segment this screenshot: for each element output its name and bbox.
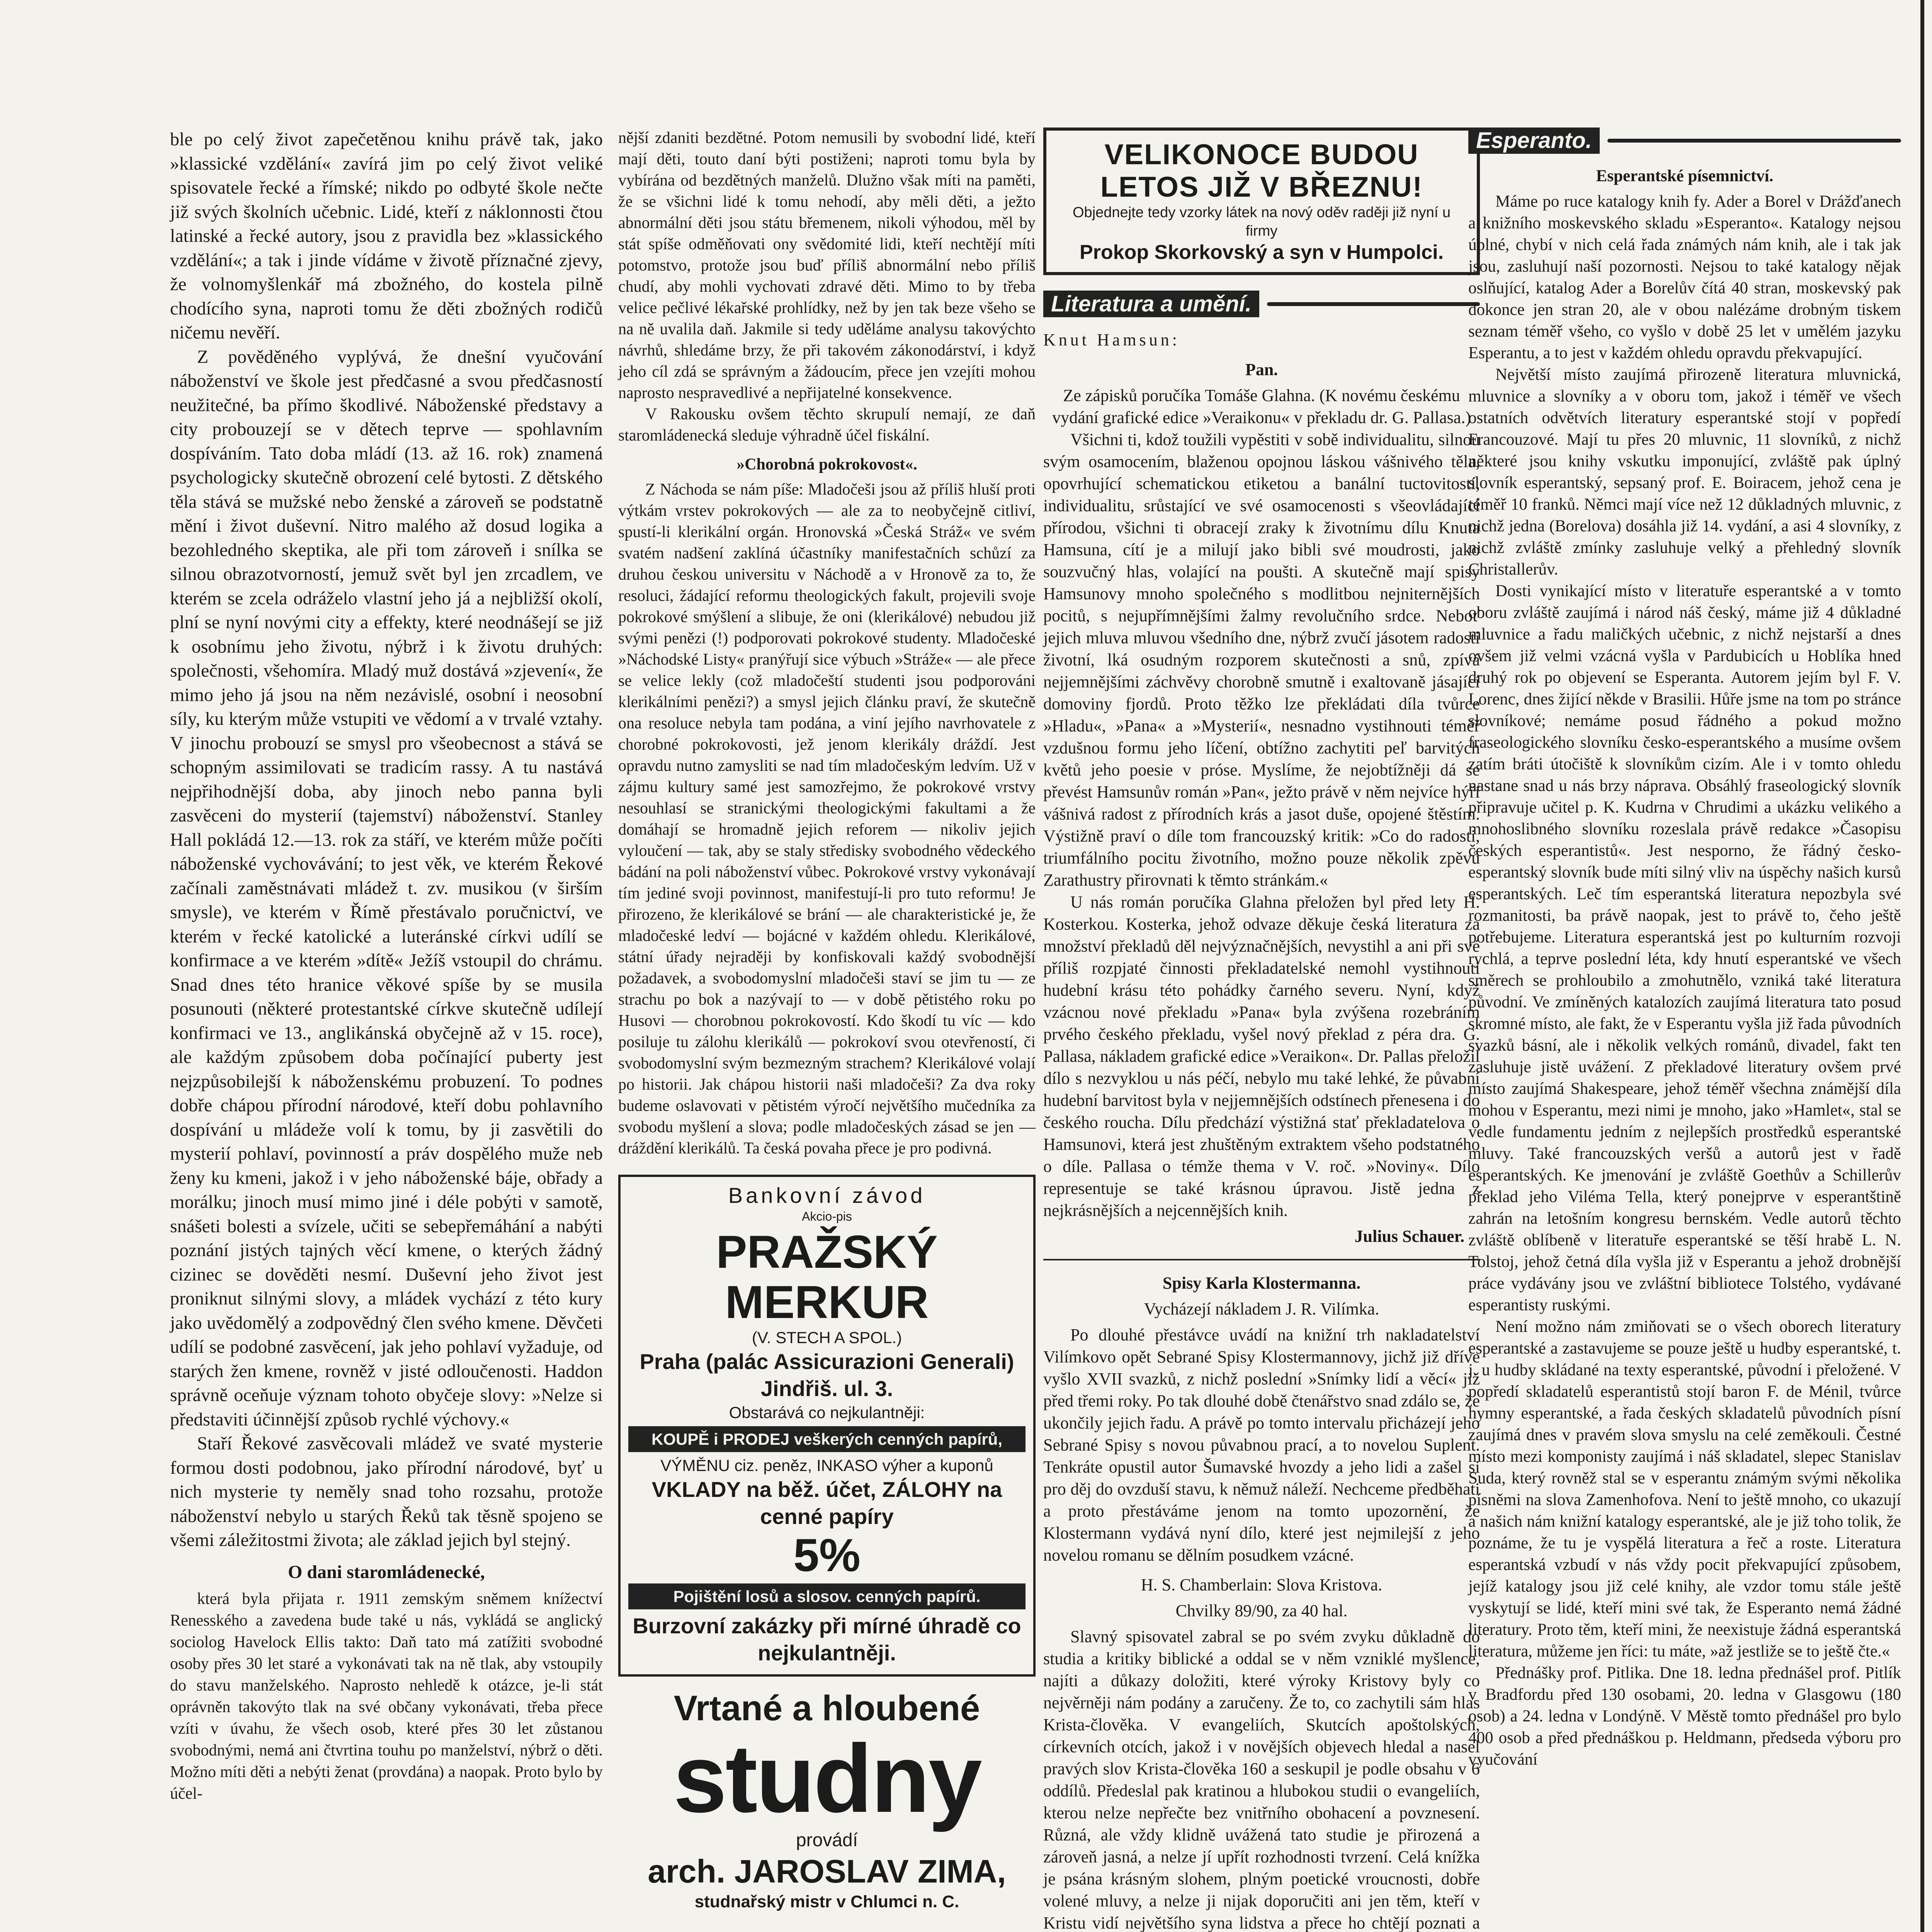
paragraph: Největší místo zaujímá přirozeně literatura mluvnická, mluvnice a slovníky a v oboru tom, jakož i téměř ve všech ostatních odvětvích literatury esperantské stojí v popředí Francouzové. Mají tu přes 20 mluvnic, 11 slovníků, z nichž některé jsou knihy vskutku imponující, zvláště pak úplný slovník esperantský, sepsaný prof. E. Boiracem, jehož cena je téměř 10 franků. Němci mají více než 12 důkladných mluvnic, z nichž jedna (Borelova) dosáhla již 14. vydání, a asi 4 slovníky, z nichž zvláště zmínky zasluhuje velký a přehledný slovník Christallerův.	[1468, 366, 1901, 578]
review-subtitle: Vycházejí nákladem J. R. Vilímka.	[1144, 1299, 1379, 1318]
section-banner-title: Esperanto.	[1468, 128, 1600, 154]
review-title: H. S. Chamberlain: Slova Kristova.	[1141, 1575, 1383, 1594]
divider	[1043, 1259, 1480, 1260]
ad-bank-line: VÝMĚNU ciz. peněz, INKASO výher a kuponů	[660, 1456, 993, 1475]
section-heading: O dani staromládenecké,	[288, 1561, 485, 1582]
ad-bank-city: Praha (palác Assicurazioni Generali) Jindřiš. ul. 3.	[639, 1349, 1014, 1401]
ad-well-line4: arch. JAROSLAV ZIMA,	[648, 1853, 1006, 1889]
bank-advertisement	[618, 1175, 1036, 1677]
paragraph: Z Náchoda se nám píše: Mladočeši jsou až příliš hluší proti výtkám vrstev pokrokových — ale za to neobyčejně citliví, spustí-li klerikální orgán. Hronovská »Česká Stráž« ve svém svatém nadšení zaklíná účastníky manifestačních schůzí za druhou českou universitu v Náchodě a v Hronově za to, že resoluci, žádající reformu theologických fakult, projevili svoje pokrokové smýšlení a slibuje, že oni (klerikálové) nebudou již svými penězi (!) podporovati pokrokové studenty. Mladočeské »Náchodské Listy« pranýřují sice výbuch »Stráže« — ale přece se velice lekly (což mladočeští studenti jsou podporováni klerikálními penězi?) a smysl jejich článku praví, že skutečně ona resoluce nebyla tam podána, a viní jejího navrhovatele z chorobné pokrokovosti, jež jenom klerikály dráždí. Jest opravdu nutno zamysliti se nad tím mladočeským ledvím. Už v zájmu kultury samé jest samozřejmo, že pokrokové vrstvy nesouhlasí se stranickými theologickými fakultami a že domáhají se hromadně jejich reforem — nikoliv jejich vyloučení — tak, aby se staly středisky svobodného vědeckého bádání na poli náboženství vůbec. Pokrokové vrstvy vykonávají tím jediné svoji povinnost, manifestují-li pro tuto reformu! Je přirozeno, že klerikálové se brání — ale charakteristické je, že mladočeské ledví — bojácné v každém ohledu. Klerikálové, státní úřady nejraději by konfiskovali každý svobodnější požadavek, a svobodomyslní mladočeši staví se jim tu — ze strachu po bok a nazývají to — v době pětistého roku po Husovi — chorobnou pokrokovostí. Kdo škodí tu víc — kdo posiluje tu zálohu klerikálů — pokrokoví svou otevřeností, či svobodomyslní svým bezmezným strachem? Klerikálové volají po historii. Jak chápou historii naši mladočeši? Za dva roky budeme oslavovati v pětistém výročí největšího mučedníka za svobodu myšlení a slova; podle mladočeských zásad se jen — dráždění klerikálů. Ta česká povaha přece je pro podivná.	[618, 481, 1036, 1157]
ad-bank-name: PRAŽSKÝ MERKUR	[716, 1226, 938, 1328]
easter-advertisement	[1043, 128, 1480, 275]
ad-well-line2: studny	[673, 1725, 981, 1832]
banner-swash	[1267, 302, 1480, 306]
ad-easter-line1: VELIKONOCE BUDOU	[1104, 138, 1419, 170]
paragraph: která byla přijata r. 1911 zemským sněmem knížectví Renesského a zavedena bude také u nás, vykládá se anglický sociolog Havelock Ellis takto: Daň tato má zatížiti svobodné osoby přes 30 let staré a vykonávati tak na ně tlak, aby vstoupily do stavu manželského. Naprosto nehledě k otázce, je-li stát oprávněn takovýto tlak na své občany vykonávati, třeba přece vzíti v úvahu, že všech osob, které přes 30 let zůstanou svobodnými, nemá ani čtvrtina touhu po manželství, nýbrž o děti. Možno míti děti a nebýti ženat (provdána) a naopak. Proto bylo by účel-	[170, 1590, 603, 1803]
ad-bank-title: Bankovní závod	[728, 1183, 926, 1208]
review-title: Spisy Karla Klostermanna.	[1162, 1274, 1361, 1293]
paragraph: Dosti vynikající místo v literatuře esperantské a v tomto oboru zvláště zaujímá i národ náš český, máme již 4 důkladné mluvnice a řadu maličkých učebnic, z nichž nejstarší a dnes ovšem již velmi vzácná vyšla v Pardubicích u Hoblíka hned druhý rok po objevení se Esperanta. Autorem jejím byl F. V. Lorenc, dnes žijící někde v Brasilii. Hůře jsme na tom po stránce slovníkové; nemáme posud řádného a pokud možno fraseologického slovníku česko-esperantského a musíme ovšem zatím bráti útočiště k slovníkům cizím. Ale i v tomto ohledu nastane snad u nás brzy náprava. Obsáhlý fraseologický slovník připravuje učitel p. K. Kudrna v Chrudimi a ukázku velikého a mnohoslibného slovníku rozeslala právě redakce »Časopisu českých esperantistů«. Jest nesporno, že řádný česko-esperantský slovník bude míti silný vliv na úspěchy našich kursů esperantských. Leč tím esperantská literatura nepozbyla své rozmanitosti, ba právě naopak, jest to právě to, čeho ještě potřebujeme. Literatura esperantská jest po kulturním rozvoji rychlá, a teprve poslední léta, kdy hnutí esperantské ve všech směrech se prohloubilo a zmohutnělo, vzniká také literatura původní. Ve zmíněných katalozích zaujímá literatura tato posud skromné místo, ale fakt, že v Esperantu vyšla již řada původních svazků básní, ale i několik velkých románů, divadel, fakt ten zasluhuje jistě uvážení. Z překladové literatury ovšem prvé místo zaujímá Shakespeare, jehož téměř všechna známější díla mohou v Esperantu, mezi nimi je mnoho, jako »Hamlet«, stal se vedle fundamentu jedním z nejlepších prostředků esperantské mluvy. Také francouzských veršů a autorů jest v řadě esperantských. Ke jmenování je zvláště Goethův a Schillerův překlad jeho Viléma Tella, který ponejprve v esperantštině zahrán na letošním kongresu bernském. Vedle autorů těchto zvláště oblíbeně v literatuře esperantské se těší hrabě L. N. Tolstoj, jehož četná díla vyšla již v Esperantu a jehož drobnější práce vydávány jsou ve zvláštní bibliotece Tolstého, vydávané esperantisty ruskými.	[1468, 582, 1901, 1314]
ad-bank-note: Obstarává co nejkulantněji:	[729, 1403, 925, 1422]
section-heading: »Chorobná pokrokovost«.	[736, 456, 917, 473]
ad-bank-rate: 5%	[793, 1529, 861, 1581]
ad-bank-vklady: VKLADY na běž. účet, ZÁLOHY na cenné papíry	[651, 1477, 1002, 1529]
column-4	[1468, 128, 1901, 1770]
paragraph: Přednášky prof. Pitlika. Dne 18. ledna přednášel prof. Pitlík v Bradfordu před 130 osobami, 20. ledna v Glasgowu (180 osob) a 24. ledna v Londýně. V Městě tomto přednášel pro bylo 400 osob a před přednáškou p. Heldmann, předseda výboru pro vyučování	[1468, 1664, 1901, 1769]
ad-easter-line2: LETOS JIŽ V BŘEZNU!	[1100, 171, 1423, 203]
well-advertisement	[618, 1688, 1036, 1913]
column-3	[1043, 128, 1480, 1932]
section-banner	[1468, 128, 1901, 154]
paragraph: ble po celý život zapečetěnou knihu právě tak, jako »klassické vzdělání« zavírá jim po celý život veliké spisovatele řecké a římské; nikdo po odbyté škole nečte již svých školních učebnic. Lidé, kteří z náklonnosti čtou latinské a řecké autory, jsou z pravidla bez »klassického vzdělání«; a tak i jinde vídáme v životě příznačné zjevy, že volnomyšlenkář má zbožného, do kostela pilně chodícího syna, naproti tomu že děti zbožných rodičů ničemu nevěří.	[170, 129, 603, 343]
ad-bank-banner-1: KOUPĚ i PRODEJ veškerých cenných papírů,	[628, 1426, 1026, 1452]
signature: Julius Schauer.	[1354, 1227, 1464, 1246]
paragraph: Máme po ruce katalogy knih fy. Ader a Borel v Drážďanech a knižního moskevského skladu »Esperanto«. Katalogy nejsou úplné, chybí v nich celá řada známých nám knih, ale i tak jak jsou, zasluhují naší pozornosti. Nejsou to také katalogy nějak oslňující, katalog Ader a Borelův čítá 40 stran, moskevský pak dokonce jen stran 20, ale v obou nalézáme drobným tiskem seznam téměř všeho, co vyšlo v době 25 let v umělém jazyku Esperantu, a to jest v každém ohledu opravdu překvapující.	[1468, 192, 1901, 362]
ad-bank-firm: (V. STECH A SPOL.)	[752, 1328, 902, 1347]
section-banner-title: Literatura a umění.	[1043, 291, 1259, 317]
article-subtitle: Ze zápisků poručíka Tomáše Glahna. (K novému českému vydání grafické edice »Veraikonu« v překladu dr. G. Pallasa.)	[1052, 386, 1471, 427]
paragraph: nější zdaniti bezdětné. Potom nemusili by svobodní lidé, kteří mají děti, touto daní býti postiženi; naproti tomu byla by vybírána od bezdětných manželů. Dlužno však míti na paměti, že se všichni lidé k tomu nehodí, aby měli děti, a ježto abnormální děti jsou státu břemenem, nikoli výhodou, měl by stát spíše odměňovati ony svědomité lidi, kteří nechtějí míti potomstvo, protože jsou buď příliš abnormální nebo příliš chudí, aby mohli vychovati zdravé děti. Mimo to by třeba velice pečlivé lékařské prohlídky, než by jen tak beze všeho se na ně uvalila daň. Jakmile si tedy uděláme analysu takovýchto návrhů, shledáme brzy, že při takovém zákonodárství, i když jeho cíl zdá se správným a žádoucím, přece jen vzejíti mohou naprosto nespravedlivé a nepřijatelné konsekvence.	[618, 129, 1036, 402]
ad-well-line3: provádí	[796, 1830, 858, 1850]
review-subtitle: Chvilky 89/90, za 40 hal.	[1175, 1601, 1348, 1620]
banner-swash	[1607, 139, 1901, 143]
author-line: Knut Hamsun:	[1043, 330, 1180, 349]
page-edge	[1920, 0, 1924, 1932]
paragraph: Z pověděného vyplývá, že dnešní vyučování náboženství ve škole jest předčasné a svou předčasností neužitečné, ba přímo škodlivé. Náboženské představy a city probouzejí se v dětech teprve — spohlavním dospíváním. Tato doba mládí (13. až 16. rok) znamená psychologicky skutečně obrození celé bytosti. Z dětského těla stává se mužské nebo ženské a zároveň se podstatně mění i život duševní. Nitro malého až dosud logika a bezohledného skeptika, ale při tom zároveň i snílka se silnou obrazotvorností, jemuž svět byl jen zrcadlem, ve kterém se zcela odráželo vlastní jeho já a nejbližší okolí, plní se nyní novými city a effekty, které neodnášejí se již k osobnímu jeho životu, nýbrž i k životu druhých: společnosti, všehomíra. Mladý muž dostává »zjevení«, že mimo jeho já jsou na něm nezávislé, osobní i neosobní síly, ku kterým může vstupiti ve vědomí a v trvalé vztahy. V jinochu probouzí se smysl pro všeobecnost a stává se schopným assimilovati se tradicím rassy. A tu nastává nejpřihodnější doba, aby jinoch nebo panna byli zasvěceni do mysterií (tajemství) náboženství. Stanley Hall pokládá 12.—13. rok za stáří, ve kterém může počíti náboženské vychovávání; to jest věk, ve kterém Řekové začínali zaměstnávati mládež t. zv. musikou (v širším smysle), ve kterém v Římě přestávalo poručnictví, ve kterém v řecké katolické a luteránské církvi udílí se konfirmace a ve kterém »dítě« Ježíš vstoupil do chrámu. Snad dnes této hranice věkové spíše by se musila posunouti (některé protestantské církve skutečně udílejí konfirmaci ve 13., anglikánská obyčejně až v 15. roce), ale každým způsobem doba počínající puberty jest nejzpůsobilejší k náboženskému probuzení. To podnes dobře chápou přírodní národové, kteří dobu pohlavního dospívání u mládeže volí k tomu, by ji zasvětili do mysterií pohlaví, povinností a práv dospělého muže neb ženy ku kmeni, jakož i v jeho náboženské báje, obřady a morálku; jinoch musí mimo jiné i déle pobýti v samotě, snášeti bolesti a svízele, učiti se sebepřemáhání a nabýti poznání jistých tajných věcí kmene, o kterých žádný cizinec se dověděti nesmí. Duševní jeho život jest proniknut silnými slovy, a mládek vychází z této kury jako uvědomělý a zodpovědný člen svého kmene. Děvčeti udílí se podobné zasvěcení, jak jeho pohlaví vyžaduje, od starých žen kmene, rovněž v jisté odloučenosti. Haddon správně oceňuje význam tohoto obyčeje slovy: »Nelze si představiti účinnější způsob rychlé výchovy.«	[170, 346, 603, 1430]
paragraph: Po dlouhé přestávce uvádí na knižní trh nakladatelství Vilímkovo opět Sebrané Spisy Klostermannovy, jichž již dříve vyšlo XVII svazků, z nichž poslední »Snímky lidí a věcí« již před třemi roky. Po tak dlouhé době čtenářstvo snad zdálo se, že ukončily jejich řadu. A právě po tomto intervalu přicházejí jeho Sebrané Spisy s novou půvabnou prací, a to novelou Suplent. Tenkráte opustil autor Šumavské hvozdy a jeho lidi a zašel si pro děj do ovzduší stavu, k němuž náleží. Nechceme předběhati a proto přestáváme jenom na tomto upozornění, že Klostermann vydává nyní dílo, které jest nejmilejší z jeho novelou romanu se dělním posudkem vzácné.	[1043, 1325, 1480, 1565]
paragraph: U nás román poručíka Glahna přeložen byl před lety H. Kosterkou. Kosterka, jehož odvaze děkuje česká literatura za množství překladů děl nejvýznačnějších, nevystihl a ani při své příliš rozpjaté činnosti překladatelské nemohl vystihnouti hudební krásu této pohádky čarného severu. Nyní, když vzácnou nové překladu »Pana« byla zvýšena rozebráním prvého českého překladu, vyšel nový překlad z péra dra. G. Pallasa, nákladem grafické edice »Veraikon«. Dr. Pallas přeložil dílo s nezvyklou u nás péčí, nebylo mu také lehké, že půvabní hudební barvitost byla v nejjemnějších odstínech přenesena i do českého roucha. Dílu předchází výstižná stať překladatelova o Hamsunovi, která jest zhuštěným extraktem všeho podstatného o díle. Pallasa o témže thema v V. roč. »Noviny«. Dílo representuje se také krásnou úpravou. Jistě jedna z nejkrásnějších a nejcennějších knih.	[1043, 893, 1480, 1220]
column-2	[618, 128, 1036, 1913]
paragraph: Staří Řekové zasvěcovali mládež ve svaté mysterie formou dosti podobnou, jako přírodní národové, byť u nich mysterie ty neměly snad toho rozsahu, protože náboženství nebylo u starých Řeků tak těsně spojeno se všemi záležitostmi života; ale základ jejich byl stejný.	[170, 1433, 603, 1550]
section-heading: Esperantské písemnictví.	[1596, 167, 1774, 185]
ad-easter-line3: Objednejte tedy vzorky látek na nový oděv raději již nyní u firmy	[1073, 204, 1451, 239]
ad-bank-side: Akcio-pis	[802, 1209, 852, 1223]
column-1	[170, 128, 603, 1804]
paragraph: Všichni ti, kdož toužili vypěstiti v sobě individualitu, silnou svým osamocením, blaženou opojnou láskou vášnivého těla, opovrhující schematickou etiketou a banální tuctovitostí, individualitu, srůstající ve své osamocenosti s všeovládající přírodou, všichni ti obracejí zraky k životnímu dílu Knuta Hamsuna, cítí je a milují jako bibli své moudrosti, jako souzvučný hlas, volající na poušti. A skutečně mají spisy Hamsunovy mnoho společného s modlitbou nejniternějších pocitů, s nejupřímnějšími žalmy revolučního srdce. Neboť jejich mluva mluvou všedního dne, nýbrž zvučí jásotem radosti životní, lká osudným rozporem skutečnosti a snů, zpívá nejjemnějšími záchvěvy chorobně smutně i exaltovaně jásající domoviny fjordů. Proto těžko lze překládati díla tvůrce »Hladu«, »Pana« a »Mysterií«, nesnadno vystihnouti téměř vzdušnou formu jeho líčení, obtížno zachytiti peľ barvitých květů jeho poesie v próse. Myslíme, že nejobtížněji dá se převést Hamsunův román »Pan«, ježto právě v něm nejvíce hýří vášnivá radost z přírodních krás a jasot duše, opojené štěstím. Výstižně praví o díle tom francouzský kritik: »Co do radosti, triumfálního pocitu životního, možno pouze několik zpěvů Zarathustry přirovnati k těmto stránkám.«	[1043, 430, 1480, 889]
paragraph: Není možno nám zmiňovati se o všech oborech literatury esperantské a zastavujeme se pouze ještě u hudby esperantské, t. j. u hudby skládané na texty esperantské, původní i přeložené. V popředí skladatelů esperantistů stojí baron F. de Ménil, tvůrce hymny esperantské, a řada českých skladatelů původních písní zaujímá dnes v pravém slova smyslu na celé zeměkouli. Čestné místo mezi komponisty zaujímá i náš skladatel, slepec Stanislav Suda, který rovněž stal se v esperantu známým svými několika písněmi na slova Zamenhofova. Není to ještě mnoho, co ukazují a našich nám knižní katalogy esperantské, ale je již toho tolik, že poznáme, že tu je vyspělá literatura a řeč a roste. Literatura esperantská vzbudí v nás vždy pocit překvapující způsobem, jejíž katalogy jsou již celé knihy, ale vzdor tomu stále ještě vyskytují se lidé, kteří mini své tak, že Esperanto nemá žádné literatury. Proto těm, kteří mini, že neexistuje žádná esperantská literatura, můžeme jen říci: tu máte, »až jestliže se to ještě čte.«	[1468, 1318, 1901, 1660]
ad-easter-line4: Prokop Skorkovský a syn v Humpolci.	[1079, 241, 1444, 264]
ad-well-line1: Vrtané a hloubené	[673, 1689, 980, 1728]
ad-bank-zakazky: Burzovní zakázky při mírné úhradě co nejkulantněji.	[633, 1614, 1021, 1665]
section-banner	[1043, 291, 1480, 317]
ad-well-line5: studnařský mistr v Chlumci n. C.	[694, 1892, 959, 1911]
ad-bank-banner-2: Pojištění losů a slosov. cenných papírů.	[628, 1583, 1026, 1609]
paragraph: V Rakousku ovšem těchto skrupulí nemají, ze daň staromládenecká sleduje výhradně účel fiskální.	[618, 405, 1036, 444]
article-title: Pan.	[1245, 360, 1278, 379]
paragraph: Slavný spisovatel zabral se po svém zvyku důkladně do studia a kritiky biblické a oddal se v něm vzniklé myšlence, najíti a důkazy doložiti, které výroky Kristovy byly co nejvěrněji nám podány a zaručeny. Že to, co zachytili sám hlas Krista-člověka. V evangeliích, Skutcích apoštolských, církevních otcích, jakož i v novějších objevech hledal a nasel pravých slov Krista-člověka 160 a seskupil je podle obsahu v 6 oddílů. Předeslal pak kratinou a hlubokou studii o evangeliích, kterou nelze nepřečte bez vnitřního obohacení a povznesení. Různá, ale vždy klidně uvážená tato studie je přirozená a zároveň jasná, a nelze jí upřít rozhodnosti tvrzení. Celá knížka je psána krásným slohem, plným poetické vroucnosti, dobře volené mluvy, a nelze ji nijak doporučiti ani jen těm, kteří v Kristu vidí největšího syna lidstva a přece ho chtějí poznati a	[1043, 1627, 1480, 1932]
